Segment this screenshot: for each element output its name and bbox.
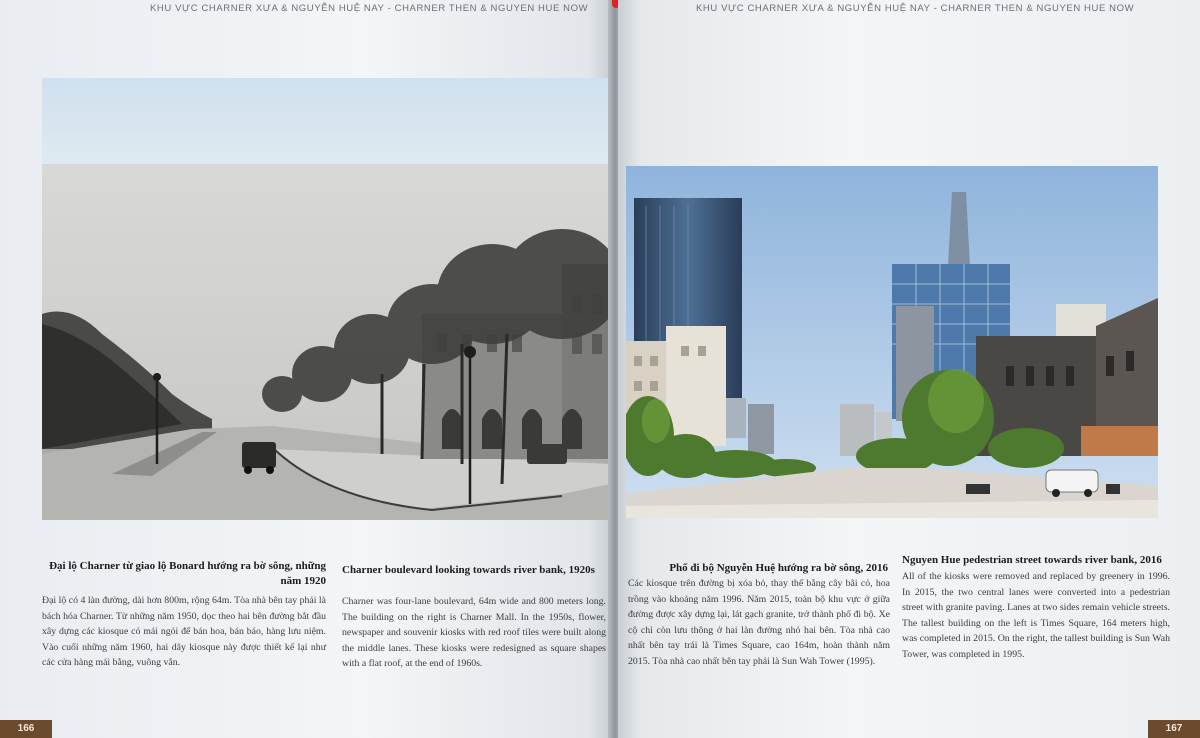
right-page xyxy=(618,0,1200,738)
left-en-caption-title: Charner boulevard looking towards river bank, 1920s xyxy=(342,564,595,576)
right-en-caption-body: All of the kiosks were removed and replaced by greenery in 1996. In 2015, the two central lanes were converted into a pedestrian street with granite paving. Lanes at two sides remain vehicle streets. The tallest building on the left is Times Square, 164 meters high, was completed in 2015. On the right, the tallest building is Sun Wah Tower, was completed in 1995. xyxy=(902,571,1170,660)
right-page-number: 167 xyxy=(1148,720,1200,738)
left-page-header: KHU VỰC CHARNER XƯA & NGUYỄN HUỆ NAY - CHARNER THEN & NGUYEN HUE NOW xyxy=(150,3,589,14)
right-en-caption-title: Nguyen Hue pedestrian street towards river bank, 2016 xyxy=(902,554,1162,566)
left-page-number: 166 xyxy=(0,720,52,738)
right-page-header: KHU VỰC CHARNER XƯA & NGUYỄN HUỆ NAY - CHARNER THEN & NGUYEN HUE NOW xyxy=(696,3,1135,14)
right-vi-caption-title: Phố đi bộ Nguyễn Huệ hướng ra bờ sông, 2016 xyxy=(669,562,888,574)
left-photo-top-margin xyxy=(42,78,610,164)
modern-photo-nguyen-hue-street xyxy=(626,166,1158,518)
left-en-caption-body: Charner was four-lane boulevard, 64m wide and 800 meters long. The building on the right is Charner Mall. In the 1950s, flower, newspaper and souvenir kiosks with red roof tiles were built along the middle lanes. These kiosks were redesigned as square shapes with a flat roof, at the end of 1960s. xyxy=(342,596,606,670)
left-vi-caption-body: Đại lộ có 4 làn đường, dài hơn 800m, rộng 64m. Tòa nhà bên tay phải là bách hóa Charner. Từ những năm 1950, dọc theo hai bên đường bắt đầu xây dựng các kiosque có mái ngói để bán hoa, bán báo, hàng lưu niệm. Vào cuối những năm 1960, hai dãy kiosque này được thiết kế lại như các cửa hàng mái bằng, vuông vắn. xyxy=(42,595,326,669)
right-vi-caption-body: Các kiosque trên đường bị xóa bỏ, thay thế bằng cây bãi cỏ, hoa trồng vào khoảng năm 1996. Năm 2015, toàn bộ khu vực ở giữa đường được xây dựng lại, lát gạch granite, trở thành phố đi bộ. Xe cộ chỉ còn lưu thông ở hai làn đường nhỏ hai bên. Tòa nhà cao nhất bên tay trái là Times Square, cao 164m, hoàn thành năm 2015. Tòa nhà cao nhất bên tay phải là Sun Wah Tower (1995). xyxy=(628,578,890,667)
left-vi-caption-title: Đại lộ Charner từ giao lộ Bonard hướng ra bờ sông, những năm 1920 xyxy=(49,560,326,587)
historic-photo-charner-boulevard xyxy=(42,164,610,520)
